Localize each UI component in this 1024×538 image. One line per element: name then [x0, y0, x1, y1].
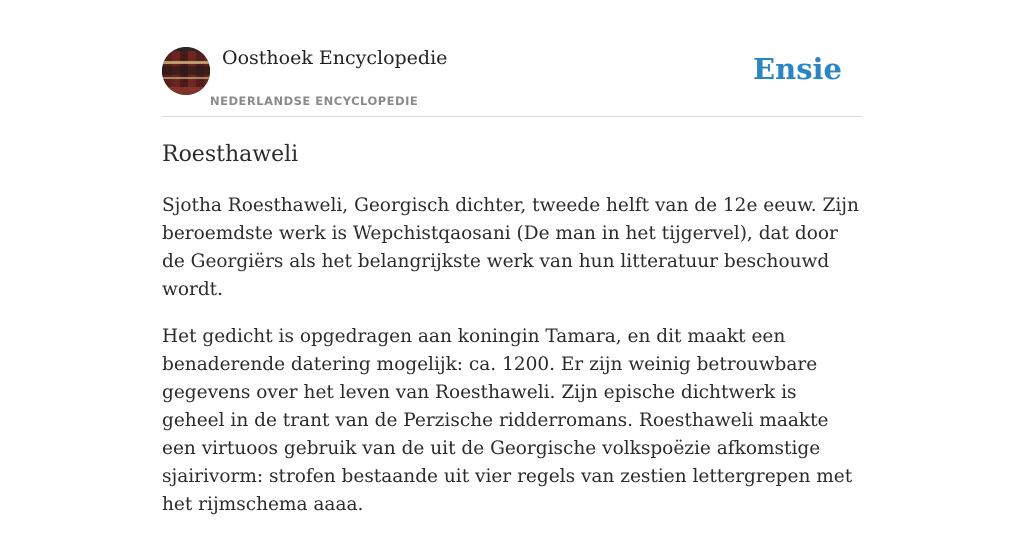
- site-subtitle: NEDERLANDSE ENCYCLOPEDIE: [210, 94, 419, 108]
- page: [162, 0, 862, 515]
- site-header: [162, 0, 862, 117]
- brand-logo-link[interactable]: Ensie: [753, 52, 842, 86]
- article-paragraph: Het gedicht is opgedragen aan koningin Tamara, en dit maakt een benaderende datering mogelijk: ca. 1200. Er zijn weinig betrouwbare gegevens over het leven van Roesthaweli. Zijn epische dichtwerk is geheel in de trant van de Perzische ridderromans. Roesthaweli maakte een virtuoos gebruik van de uit de Georgische volkspoëzie afkomstige sjairivorm: strofen bestaande uit vier regels van zestien lettergrepen met het rijmschema aaaa.: [162, 326, 853, 515]
- avatar[interactable]: [162, 47, 210, 95]
- article-body: [162, 192, 862, 538]
- article-title: Roesthaweli: [162, 142, 299, 167]
- site-title[interactable]: Oosthoek Encyclopedie: [222, 47, 448, 69]
- article-paragraph: Sjotha Roesthaweli, Georgisch dichter, tweede helft van de 12e eeuw. Zijn beroemdste werk is Wepchistqaosani (De man in het tijgervel), dat door de Georgiërs als het belangrijkste werk van hun litteratuur beschouwd wordt.: [162, 195, 859, 300]
- encyclopedia-books-icon: [162, 47, 210, 95]
